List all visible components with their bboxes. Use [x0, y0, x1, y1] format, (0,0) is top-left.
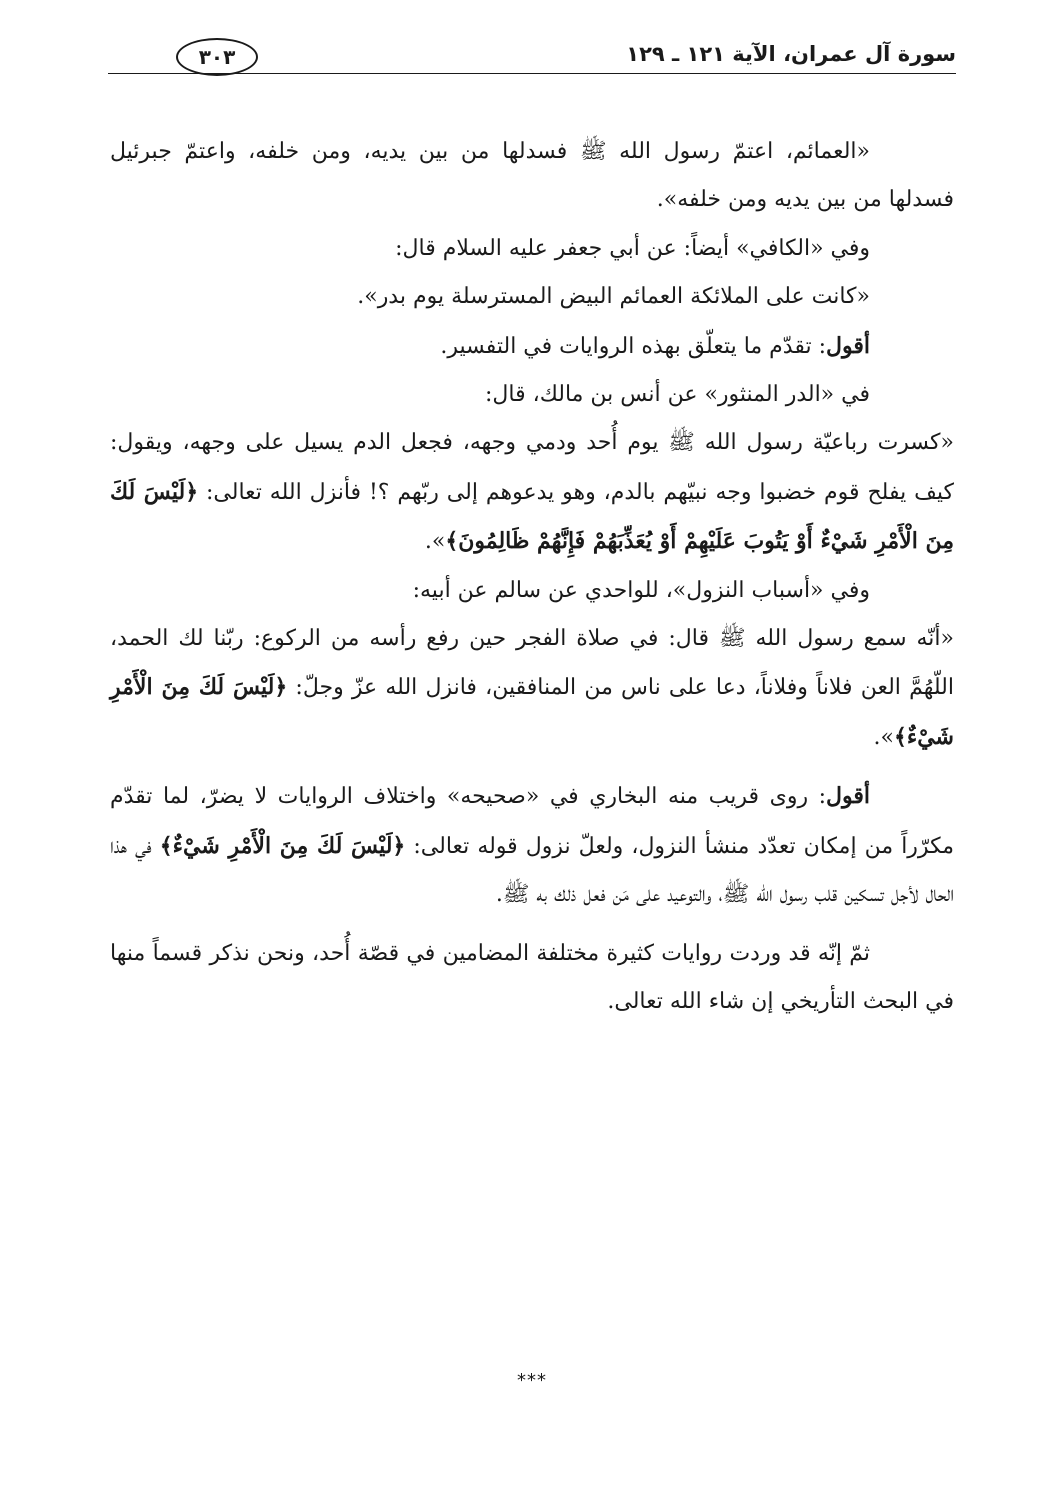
paragraph-text: وفي «أسباب النزول»، للواحدي عن سالم عن أبيه:: [412, 577, 870, 603]
header-rule: [108, 73, 956, 74]
paragraph-text: «أنّه سمع رسول الله ﷺ قال: في صلاة الفجر حين رفع رأسه من الركوع: ربّنا لك الحمد، اللّهُمَّ العن فلاناً وفلاناً، دعا على ناس من المنافقين، فانزل الله عزّ وجلّ:: [110, 626, 954, 701]
paragraph-1: [110, 128, 954, 225]
paragraph-3: [110, 273, 954, 321]
paragraph-text: في «الدر المنثور» عن أنس بن مالك، قال:: [485, 382, 870, 408]
paragraph-9: [110, 772, 954, 919]
running-head: سورة آل عمران، الآية ١٢١ ـ ١٢٩: [626, 42, 956, 66]
page-number-badge: ٣٠٣: [176, 38, 258, 76]
paragraph-text: «كسرت رباعيّة رسول الله ﷺ يوم أُحد ودمي وجهه، فجعل الدم يسيل على وجهه، ويقول: كيف يفلح قوم خضبوا وجه نبيّهم بالدم، وهو يدعوهم إلى ربّهم ؟! فأنزل الله تعالى:: [110, 430, 954, 505]
paragraph-2: [110, 225, 954, 273]
paragraph-4: [110, 322, 954, 371]
paragraph-tail: ».: [424, 529, 446, 555]
paragraph-10: [110, 930, 954, 1027]
paragraph-text: «العمائم، اعتمّ رسول الله ﷺ فسدلها من بين يديه، ومن خلفه، واعتمّ جبرئيل فسدلها من بين يديه ومن خلفه».: [110, 139, 954, 213]
paragraph-text: : تقدّم ما يتعلّق بهذه الروايات في التفسير.: [440, 333, 827, 359]
term-aqulu: أقول: [826, 332, 870, 359]
paragraph-6: [110, 419, 954, 566]
body-text: [110, 128, 954, 1026]
quran-verse: ﴿لَيْسَ لَكَ مِنَ الْأَمْرِ شَيْءٌ أَوْ يَتُوبَ عَلَيْهِمْ أَوْ يُعَذِّبَهُمْ فَإِنَّهُمْ ظَالِمُونَ﴾: [110, 478, 954, 555]
paragraph-text: : روى قريب منه البخاري في «صحيحه» واختلاف الروايات لا يضرّ، لما تقدّم مكرّراً من إمكان تعدّد منشأ النزول، ولعلّ نزول قوله تعالى:: [110, 784, 955, 859]
term-aqulu: أقول: [826, 783, 870, 810]
paragraph-8: [110, 615, 954, 762]
paragraph-5: [110, 371, 954, 419]
paragraph-text: وفي «الكافي» أيضاً: عن أبي جعفر عليه السلام قال:: [395, 235, 870, 261]
quran-verse: ﴿لَيْسَ لَكَ مِنَ الْأَمْرِ شَيْءٌ﴾: [110, 674, 954, 750]
paragraph-7: [110, 567, 954, 615]
paragraph-text: «كانت على الملائكة العمائم البيض المسترسلة يوم بدر».: [357, 284, 870, 310]
paragraph-tail: في هذا الحال لأجل تسكين قلب رسول الله ﷺ، والتوعيد على مَن فعل ذلك به ﷺ.: [110, 833, 954, 908]
page-header: [108, 36, 956, 86]
paragraph-text: ثمّ إنّه قد وردت روايات كثيرة مختلفة المضامين في قصّة أُحد، ونحن نذكر قسماً منها في البحث التأريخي إن شاء الله تعالى.: [110, 940, 954, 1014]
paragraph-tail: ».: [873, 724, 894, 750]
quran-verse: ﴿لَيْسَ لَكَ مِنَ الْأَمْرِ شَيْءٌ﴾: [159, 832, 406, 859]
section-end-mark: ***: [517, 1370, 547, 1391]
